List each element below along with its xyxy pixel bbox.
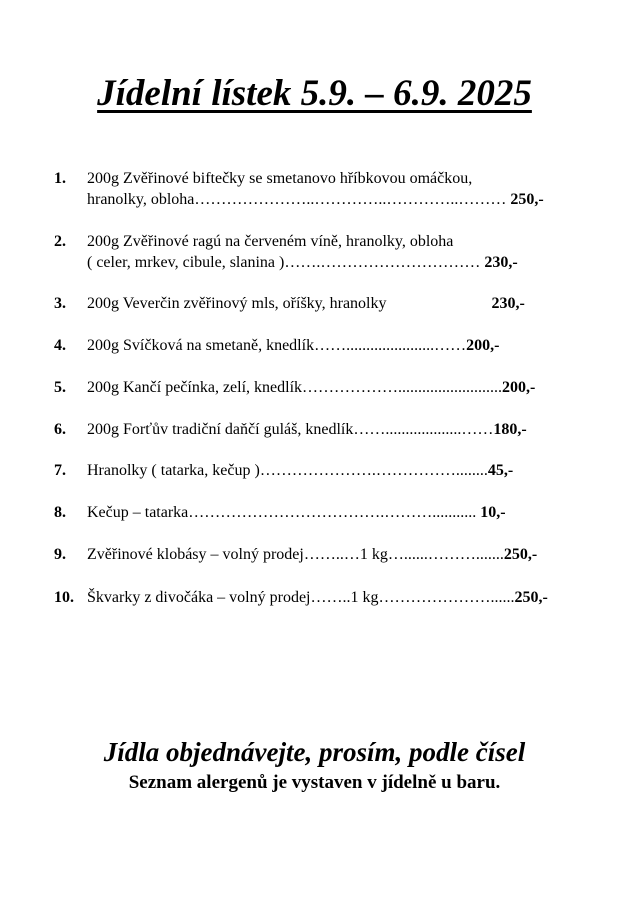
ordering-note: Jídla objednávejte, prosím, podle čísel [103, 737, 526, 767]
item-description-line-1: 200g Zvěřinové ragú na červeném víně, hranolky, obloha [87, 233, 454, 250]
item-number: 7. [54, 462, 66, 479]
item-price: 200,- [466, 337, 500, 354]
menu-title [0, 70, 629, 118]
item-description-line-1: Kečup – tatarka……………………………….………........... 10,- [87, 504, 506, 521]
item-number: 1. [54, 170, 66, 187]
item-price: 230,- [484, 254, 518, 271]
item-price: 230,- [491, 295, 525, 312]
item-description-line-1: 200g Forťův tradiční daňčí guláš, knedlík……...................……180,- [87, 421, 527, 438]
item-description-line-2: ( celer, mrkev, cibule, slanina )…….………………………… 230,- [87, 254, 518, 271]
item-description-line-1: 200g Zvěřinové biftečky se smetanovo hříbkovou omáčkou, [87, 170, 473, 187]
item-description-line-1: Hranolky ( tatarka, kečup )………………….……………........45,- [87, 462, 514, 479]
item-description-line-1: 200g Veverčin zvěřinový mls, oříšky, hranolky 230,- [87, 295, 525, 312]
item-number: 5. [54, 379, 66, 396]
item-description-line-1: Zvěřinové klobásy – volný prodej……..…1 kg…......……….......250,- [87, 546, 538, 563]
item-price: 200,- [502, 379, 536, 396]
item-number: 4. [54, 337, 66, 354]
item-price: 45,- [487, 462, 514, 479]
item-price: 10,- [480, 504, 506, 521]
item-description-line-1: 200g Kančí pečínka, zelí, knedlík………………..........................200,- [87, 379, 536, 396]
item-number: 10. [54, 589, 74, 606]
menu-title-text: Jídelní lístek 5.9. – 6.9. 2025 [97, 73, 532, 114]
item-number: 2. [54, 233, 66, 250]
item-description-line-2: hranolky, obloha…………………..…………..…………..……… 250,- [87, 191, 544, 208]
item-number: 9. [54, 546, 66, 563]
item-price: 250,- [510, 191, 544, 208]
item-price: 250,- [503, 546, 538, 563]
item-description-line-1: Škvarky z divočáka – volný prodej……..1 kg…………………......250,- [87, 589, 548, 606]
item-number: 3. [54, 295, 66, 312]
allergen-note: Seznam alergenů je vystaven v jídelně u baru. [128, 772, 501, 793]
item-price: 250,- [514, 589, 548, 606]
item-price: 180,- [493, 421, 527, 438]
item-number: 6. [54, 421, 66, 438]
item-description-line-1: 200g Svíčková na smetaně, knedlík……......................……200,- [87, 337, 500, 354]
item-number: 8. [54, 504, 66, 521]
